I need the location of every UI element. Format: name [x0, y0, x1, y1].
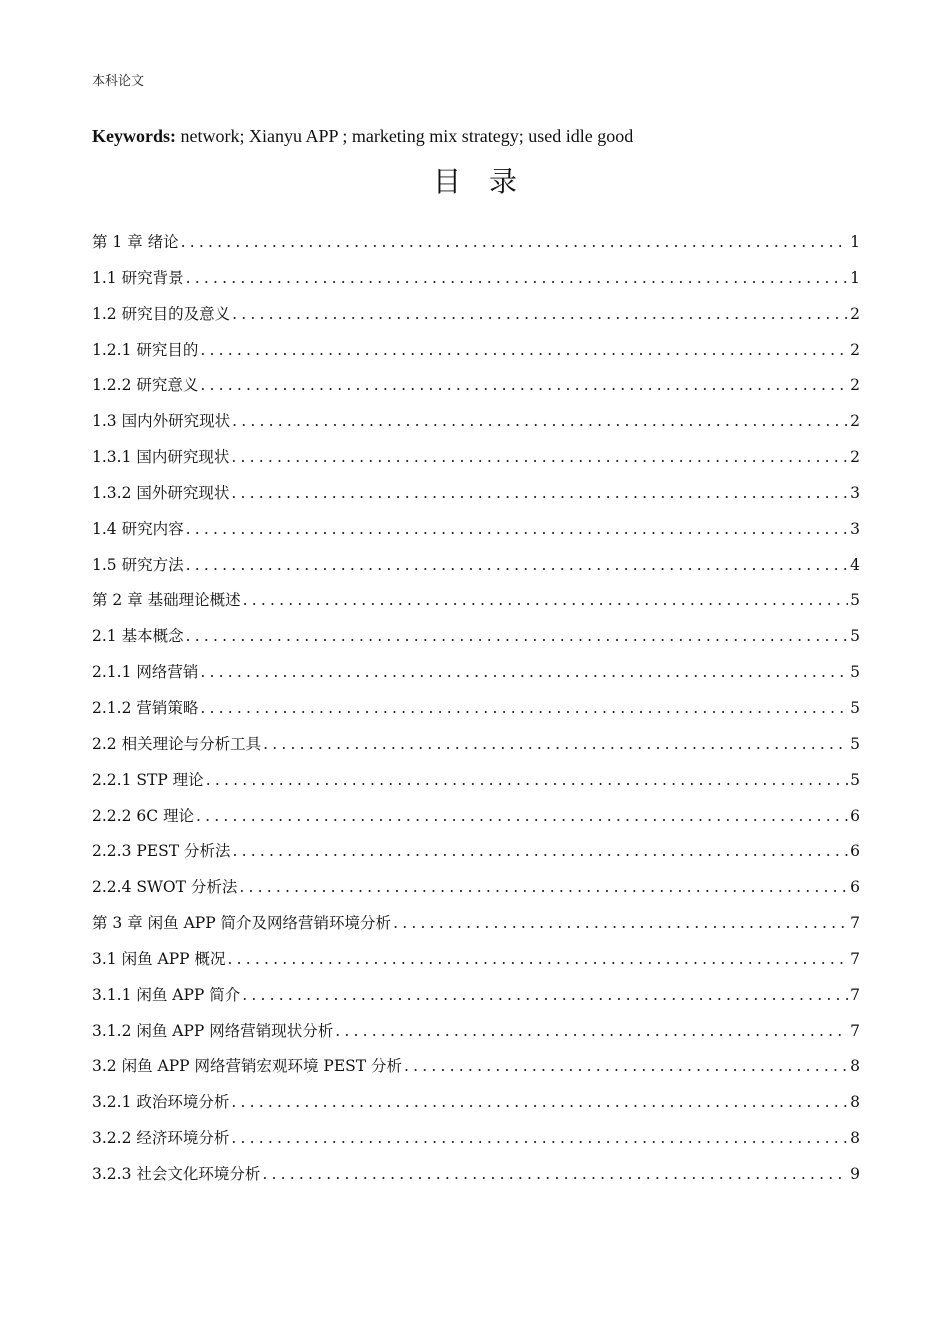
toc-dot-leader — [232, 305, 848, 323]
toc-entry-page: 5 — [850, 770, 860, 789]
toc-dot-leader — [231, 1129, 848, 1147]
toc-entry-page: 2 — [850, 340, 860, 359]
toc-entry-title: 1.3 国内外研究现状 — [92, 412, 231, 431]
toc-dot-leader — [200, 341, 848, 359]
toc-entry[interactable] — [92, 481, 860, 517]
toc-entry-title: 3.2.2 经济环境分析 — [92, 1129, 230, 1148]
toc-entry-title: 1.2 研究目的及意义 — [92, 304, 231, 323]
toc-entry[interactable] — [92, 947, 860, 983]
toc-entry-title: 1.2.1 研究目的 — [92, 340, 199, 359]
toc-entry[interactable] — [92, 1162, 860, 1198]
toc-entry-title: 3.1.1 闲鱼 APP 简介 — [92, 985, 241, 1004]
toc-dot-leader — [186, 269, 848, 287]
toc-entry[interactable] — [92, 517, 860, 553]
toc-dot-leader — [186, 556, 848, 574]
toc-entry[interactable] — [92, 624, 860, 660]
toc-entry[interactable] — [92, 302, 860, 338]
toc-entry[interactable] — [92, 660, 860, 696]
toc-entry-title: 3.2.1 政治环境分析 — [92, 1093, 230, 1112]
toc-entry[interactable] — [92, 983, 860, 1019]
toc-entry-page: 3 — [850, 519, 860, 538]
toc-entry-page: 6 — [850, 878, 860, 897]
toc-entry-page: 5 — [850, 591, 860, 610]
toc-dot-leader — [263, 735, 848, 753]
toc-entry-page: 8 — [850, 1129, 860, 1148]
toc-entry-title: 1.2.2 研究意义 — [92, 376, 199, 395]
toc-entry-page: 9 — [850, 1164, 860, 1183]
toc-entry[interactable] — [92, 839, 860, 875]
toc-entry[interactable] — [92, 732, 860, 768]
toc-dot-leader — [186, 627, 848, 645]
toc-dot-leader — [186, 520, 848, 538]
toc-entry-title: 2.2.3 PEST 分析法 — [92, 842, 231, 861]
toc-entry-title: 2.1.1 网络营销 — [92, 663, 199, 682]
toc-entry-title: 1.3.1 国内研究现状 — [92, 448, 230, 467]
page-header: 本科论文 — [92, 74, 145, 89]
toc-entry-page: 7 — [850, 1021, 860, 1040]
toc-entry-page: 7 — [850, 914, 860, 933]
toc-entry-page: 5 — [850, 663, 860, 682]
toc-dot-leader — [262, 1165, 848, 1183]
toc-entry-title: 第 3 章 闲鱼 APP 简介及网络营销环境分析 — [92, 914, 392, 933]
toc-dot-leader — [196, 807, 848, 825]
keywords-line — [92, 126, 633, 147]
toc-entry-title: 3.1.2 闲鱼 APP 网络营销现状分析 — [92, 1021, 334, 1040]
toc-entry-page: 8 — [850, 1057, 860, 1076]
toc-entry-page: 5 — [850, 627, 860, 646]
toc-entry-title: 1.3.2 国外研究现状 — [92, 483, 230, 502]
toc-entry-page: 7 — [850, 985, 860, 1004]
keywords-label: Keywords: — [92, 126, 176, 146]
toc-entry[interactable] — [92, 1019, 860, 1055]
toc-dot-leader — [200, 376, 848, 394]
toc-entry-title: 1.1 研究背景 — [92, 268, 184, 287]
table-of-contents — [92, 230, 860, 1198]
toc-dot-leader — [233, 842, 849, 860]
toc-title: 目录 — [432, 165, 545, 198]
toc-dot-leader — [200, 699, 848, 717]
toc-entry-title: 2.2.1 STP 理论 — [92, 770, 204, 789]
toc-dot-leader — [335, 1022, 848, 1040]
toc-entry-title: 1.4 研究内容 — [92, 519, 184, 538]
toc-entry-page: 8 — [850, 1093, 860, 1112]
toc-entry-page: 7 — [850, 949, 860, 968]
toc-entry-title: 2.2.2 6C 理论 — [92, 806, 195, 825]
toc-entry[interactable] — [92, 553, 860, 589]
toc-entry[interactable] — [92, 696, 860, 732]
toc-entry-title: 1.5 研究方法 — [92, 555, 184, 574]
toc-entry-page: 6 — [850, 806, 860, 825]
toc-entry-title: 2.1 基本概念 — [92, 627, 184, 646]
toc-dot-leader — [206, 771, 848, 789]
toc-dot-leader — [231, 1093, 848, 1111]
toc-entry-page: 1 — [850, 233, 860, 251]
toc-dot-leader — [404, 1057, 848, 1075]
toc-entry-page: 4 — [850, 555, 860, 574]
toc-entry-title: 第 1 章 绪论 — [92, 233, 179, 251]
toc-dot-leader — [227, 950, 848, 968]
toc-entry[interactable] — [92, 373, 860, 409]
toc-entry[interactable] — [92, 1126, 860, 1162]
toc-dot-leader — [239, 878, 848, 896]
toc-entry-page: 2 — [850, 304, 860, 323]
toc-entry-page: 2 — [850, 376, 860, 395]
toc-entry[interactable] — [92, 875, 860, 911]
toc-entry[interactable] — [92, 1090, 860, 1126]
toc-entry[interactable] — [92, 338, 860, 374]
toc-entry-title: 3.2 闲鱼 APP 网络营销宏观环境 PEST 分析 — [92, 1057, 403, 1076]
toc-entry-page: 3 — [850, 483, 860, 502]
toc-dot-leader — [200, 663, 848, 681]
toc-entry-title: 2.1.2 营销策略 — [92, 698, 199, 717]
toc-entry[interactable] — [92, 445, 860, 481]
keywords-text: network; Xianyu APP ; marketing mix strategy; used idle good — [176, 126, 634, 146]
toc-dot-leader — [231, 448, 848, 466]
toc-entry-title: 2.2.4 SWOT 分析法 — [92, 878, 238, 897]
toc-entry[interactable] — [92, 804, 860, 840]
toc-entry[interactable] — [92, 266, 860, 302]
toc-entry[interactable] — [92, 588, 860, 624]
toc-dot-leader — [232, 412, 848, 430]
toc-entry[interactable] — [92, 409, 860, 445]
toc-dot-leader — [243, 591, 848, 609]
toc-entry-title: 第 2 章 基础理论概述 — [92, 591, 241, 610]
toc-entry-page: 5 — [850, 734, 860, 753]
toc-entry-page: 6 — [850, 842, 860, 861]
toc-entry-page: 5 — [850, 698, 860, 717]
toc-entry-title: 2.2 相关理论与分析工具 — [92, 734, 262, 753]
toc-entry[interactable] — [92, 230, 860, 266]
toc-dot-leader — [393, 914, 848, 932]
toc-entry-page: 2 — [850, 448, 860, 467]
toc-dot-leader — [231, 484, 848, 502]
toc-entry-title: 3.1 闲鱼 APP 概况 — [92, 949, 226, 968]
toc-entry[interactable] — [92, 1054, 860, 1090]
toc-dot-leader — [181, 233, 848, 251]
toc-entry-page: 1 — [850, 268, 860, 287]
toc-entry-page: 2 — [850, 412, 860, 431]
toc-entry[interactable] — [92, 768, 860, 804]
toc-entry[interactable] — [92, 911, 860, 947]
toc-dot-leader — [242, 986, 848, 1004]
toc-entry-title: 3.2.3 社会文化环境分析 — [92, 1164, 261, 1183]
